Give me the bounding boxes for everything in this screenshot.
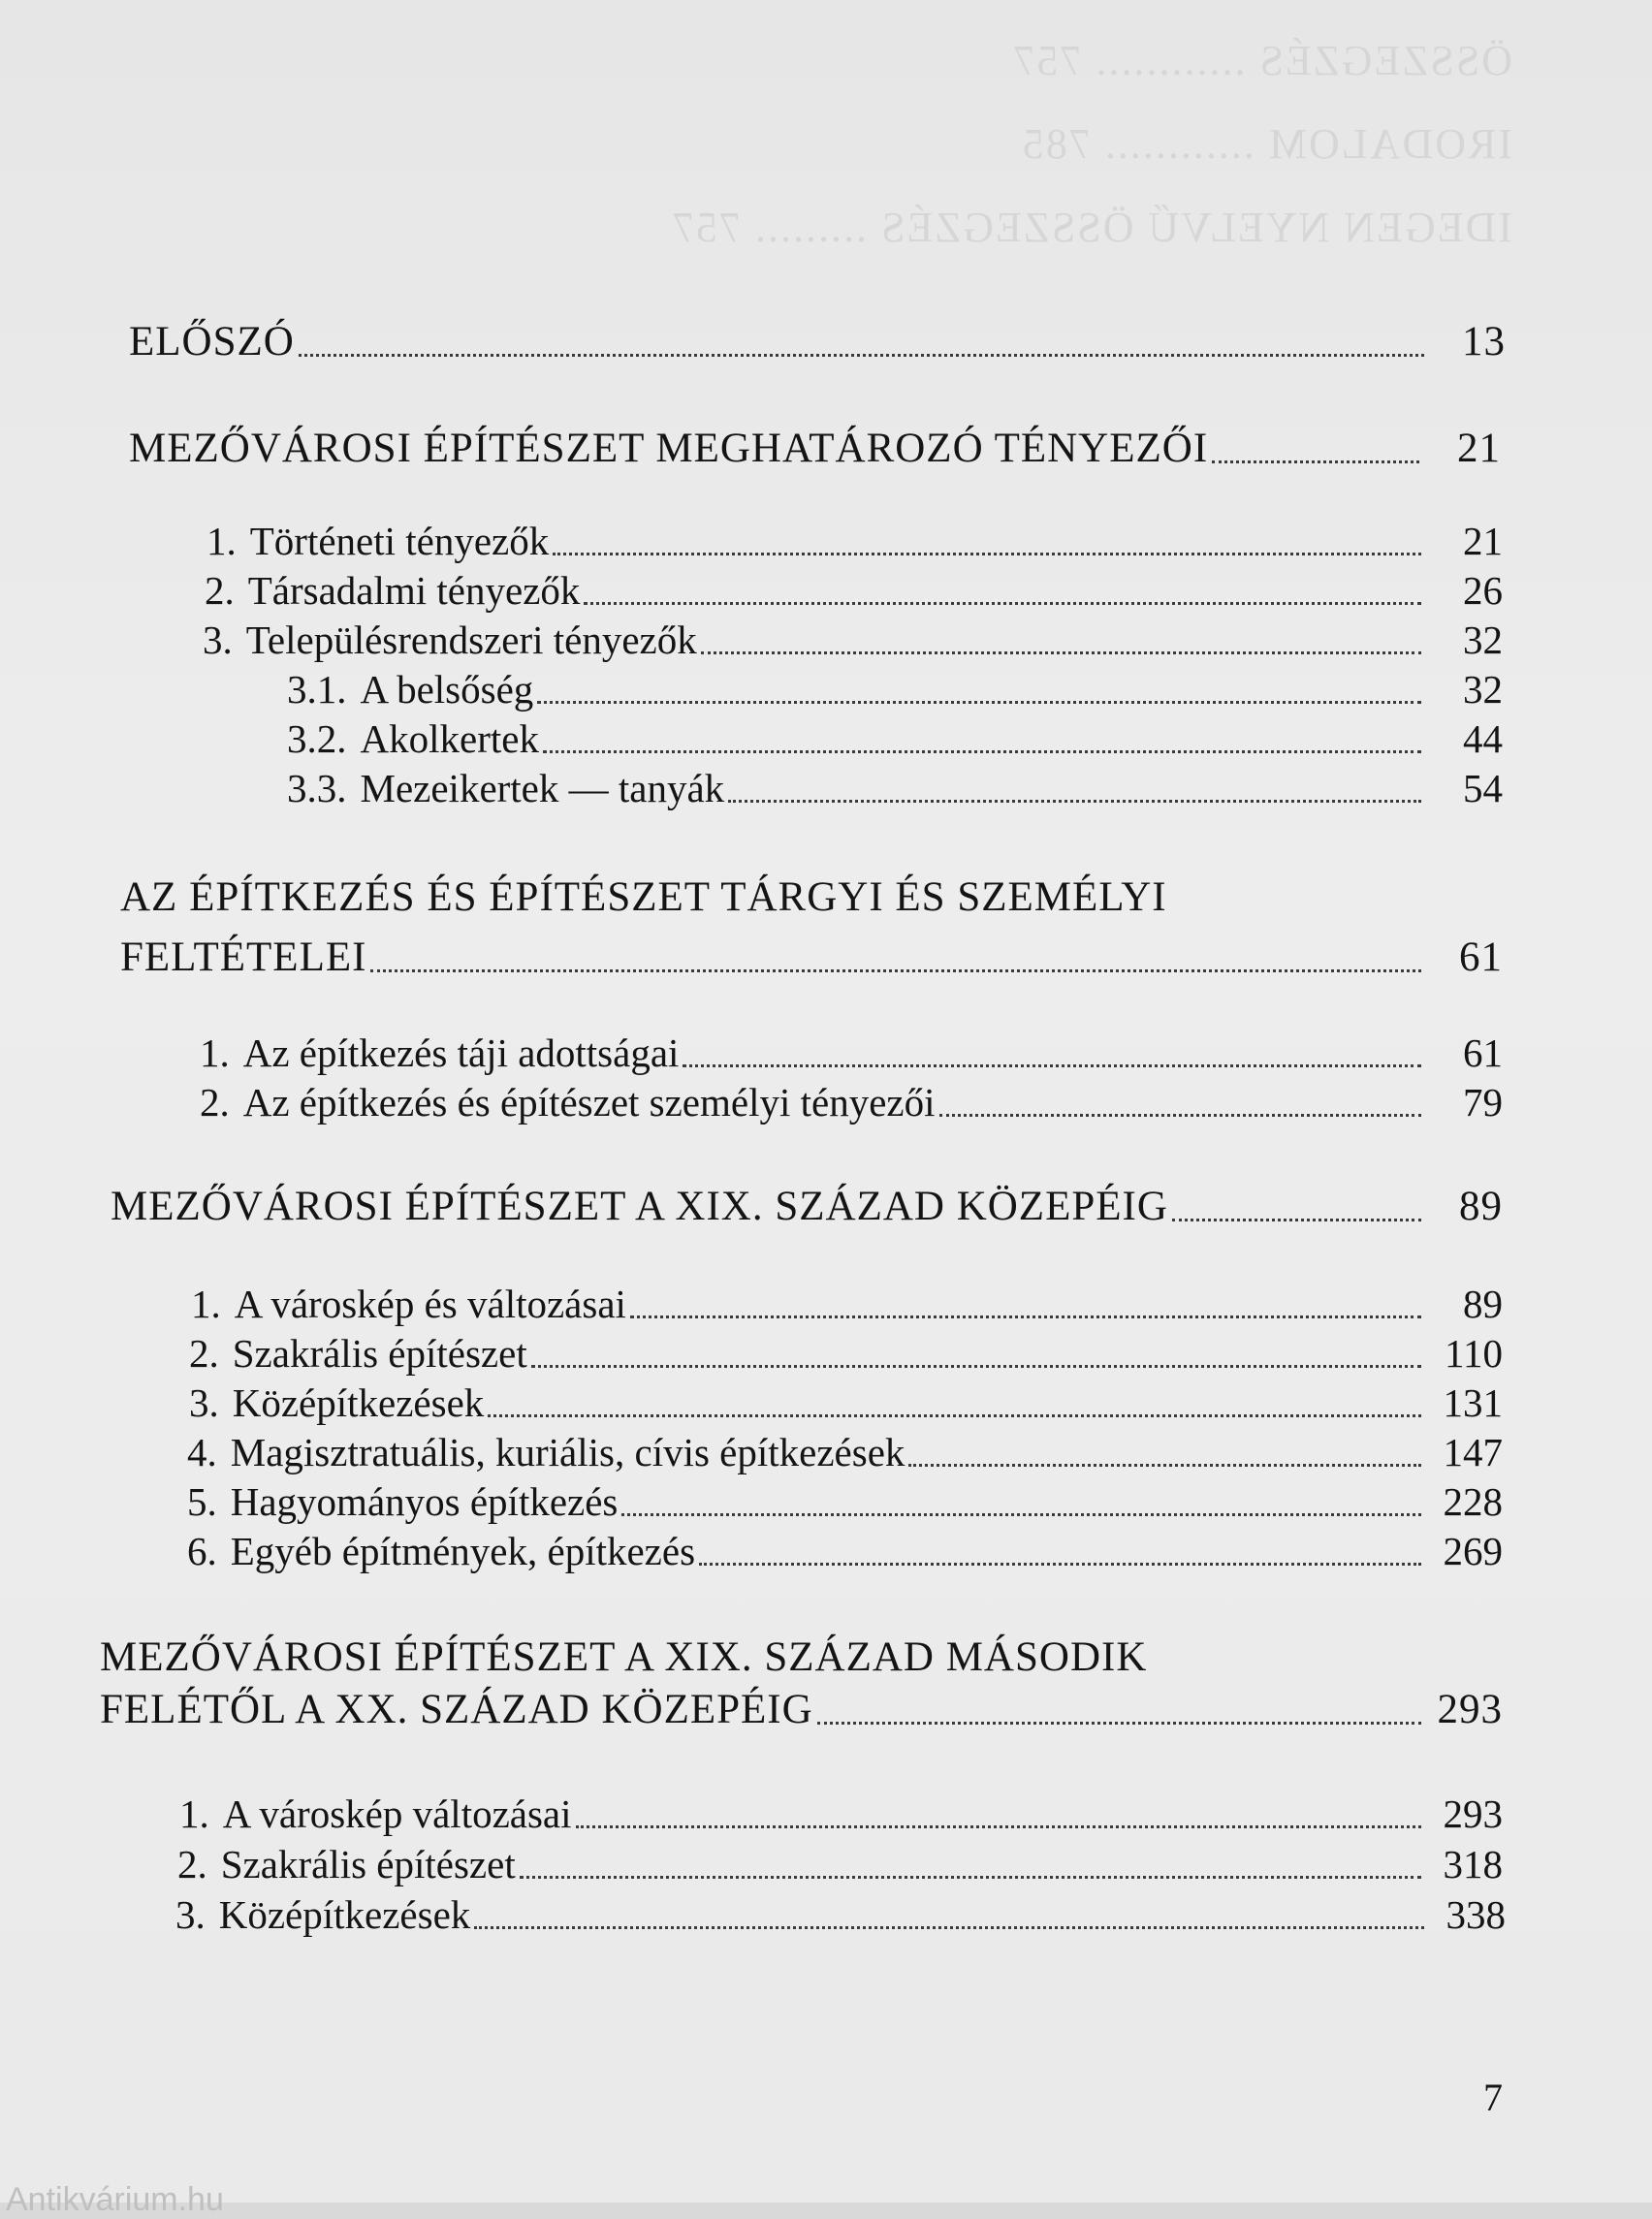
toc-entry[interactable] (287, 766, 1503, 810)
toc-entry[interactable] (200, 1080, 1503, 1125)
ghost-line: IRODALOM ............ 785 (1020, 120, 1512, 168)
toc-entry[interactable] (287, 667, 1503, 712)
item-title: Szakrális építészet (232, 1331, 527, 1376)
item-title: Mezeikertek — tanyák (360, 766, 725, 810)
item-number: 3. (189, 1380, 219, 1425)
page-number: 269 (1443, 1529, 1503, 1573)
item-number: 1. (200, 1030, 230, 1075)
toc-entry[interactable] (179, 1791, 1503, 1836)
toc-entry-section3[interactable] (111, 1185, 1503, 1229)
dot-leader (728, 800, 1421, 803)
dot-leader (699, 1563, 1421, 1566)
dot-leader (701, 651, 1421, 654)
toc-heading: FELTÉTELEI (120, 935, 367, 980)
item-title: Szakrális építészet (220, 1842, 516, 1886)
page-number: 21 (1463, 519, 1503, 563)
page-number: 147 (1443, 1430, 1503, 1474)
item-number: 2. (177, 1842, 207, 1886)
page-number: 32 (1463, 618, 1503, 662)
item-number: 1. (206, 519, 237, 563)
dot-leader (520, 1876, 1421, 1879)
page-number: 338 (1446, 1892, 1506, 1937)
toc-entry[interactable] (187, 1479, 1503, 1524)
dot-leader (683, 1064, 1421, 1067)
item-title: A belsőség (360, 667, 534, 712)
item-number: 4. (187, 1430, 217, 1474)
item-number: 3.3. (287, 766, 347, 810)
page-number: 293 (1437, 1687, 1503, 1732)
item-title: Az építkezés táji adottságai (242, 1030, 680, 1075)
item-title: Hagyományos építkezés (230, 1479, 619, 1524)
dot-leader (537, 701, 1421, 704)
dot-leader (1212, 460, 1419, 463)
toc-entry-eloszo[interactable] (129, 320, 1506, 365)
bleed-through-text (136, 19, 1512, 269)
item-title: A városkép és változásai (234, 1282, 626, 1326)
toc-entry[interactable] (205, 568, 1503, 613)
dot-leader (1172, 1219, 1421, 1221)
toc-heading-line: AZ ÉPÍTKEZÉS ÉS ÉPÍTÉSZET TÁRGYI ÉS SZEMÉLYI (120, 874, 1167, 920)
item-number: 1. (191, 1282, 221, 1326)
page-number: 131 (1443, 1380, 1503, 1425)
dot-leader (531, 1365, 1421, 1368)
page-number: 32 (1463, 667, 1503, 712)
dot-leader (543, 750, 1421, 753)
toc-heading: MEZŐVÁROSI ÉPÍTÉSZET A XIX. SZÁZAD KÖZEPÉIG (111, 1184, 1168, 1229)
page-number: 26 (1463, 568, 1503, 613)
page-number: 44 (1463, 716, 1503, 761)
item-number: 5. (187, 1479, 217, 1524)
toc-entry[interactable] (177, 1842, 1503, 1886)
item-title: A városkép változásai (222, 1791, 572, 1836)
page-number: 110 (1445, 1331, 1503, 1376)
toc-entry[interactable] (187, 1430, 1503, 1474)
page-number: 21 (1457, 426, 1501, 471)
ghost-line: ÖSSZEGZÉS ............ 757 (1011, 37, 1512, 84)
toc-entry[interactable] (287, 716, 1503, 761)
item-number: 3. (175, 1892, 206, 1937)
toc-heading: ELŐSZÓ (129, 319, 295, 365)
dot-leader (630, 1316, 1421, 1318)
page-number: 89 (1463, 1282, 1503, 1326)
toc-heading-line: MEZŐVÁROSI ÉPÍTÉSZET A XIX. SZÁZAD MÁSODIK (100, 1634, 1148, 1680)
item-title: Az építkezés és építészet személyi tényezői (242, 1080, 936, 1125)
dot-leader (299, 354, 1424, 357)
toc-heading: FELÉTŐL A XX. SZÁZAD KÖZEPÉIG (100, 1687, 813, 1732)
dot-leader (817, 1722, 1421, 1725)
toc-entry[interactable] (187, 1529, 1503, 1573)
dot-leader (488, 1414, 1421, 1417)
item-title: Középítkezések (232, 1380, 485, 1425)
dot-leader (621, 1513, 1421, 1516)
toc-entry[interactable] (191, 1282, 1503, 1326)
item-title: Településrendszeri tényezők (245, 618, 697, 662)
page-number: 228 (1443, 1479, 1503, 1524)
item-number: 3. (203, 618, 233, 662)
page-number: 61 (1459, 935, 1503, 980)
item-title: Történeti tényezők (249, 519, 550, 563)
dot-leader (584, 602, 1421, 605)
toc-heading: MEZŐVÁROSI ÉPÍTÉSZET MEGHATÁROZÓ TÉNYEZŐI (129, 426, 1209, 471)
toc-entry-section2[interactable] (120, 935, 1503, 980)
toc-entry[interactable] (189, 1331, 1503, 1376)
item-title: Akolkertek (360, 716, 539, 761)
item-number: 2. (205, 568, 235, 613)
dot-leader (474, 1926, 1424, 1929)
dot-leader (576, 1825, 1421, 1828)
page-number: 89 (1459, 1184, 1503, 1229)
page-folio: 7 (1483, 2076, 1503, 2119)
dot-leader (908, 1464, 1421, 1467)
toc-entry[interactable] (206, 519, 1503, 563)
toc-entry[interactable] (189, 1380, 1503, 1425)
page-number: 13 (1462, 319, 1506, 365)
page-number: 79 (1463, 1080, 1503, 1125)
toc-entry[interactable] (175, 1892, 1506, 1937)
page-number: 293 (1443, 1791, 1503, 1836)
page-number: 61 (1463, 1030, 1503, 1075)
toc-entry-section1[interactable] (129, 427, 1501, 471)
item-title: Magisztratuális, kuriális, cívis építkezések (230, 1430, 905, 1474)
item-number: 3.2. (287, 716, 347, 761)
ghost-line: IDEGEN NYELVŰ ÖSSZEGZÉS ......... 757 (670, 204, 1512, 251)
item-number: 6. (187, 1529, 217, 1573)
item-number: 3.1. (287, 667, 347, 712)
toc-entry-section4[interactable] (100, 1688, 1503, 1732)
item-number: 1. (179, 1791, 209, 1836)
watermark: Antikvárium.hu (6, 2181, 224, 2218)
dot-leader (553, 553, 1421, 555)
page-number: 318 (1443, 1842, 1503, 1886)
item-number: 2. (189, 1331, 219, 1376)
item-title: Egyéb építmények, építkezés (230, 1529, 696, 1573)
item-title: Társadalmi tényezők (247, 568, 581, 613)
dot-leader (370, 969, 1421, 972)
item-title: Középítkezések (218, 1892, 471, 1937)
toc-entry[interactable] (203, 618, 1503, 662)
page-number: 54 (1463, 766, 1503, 810)
item-number: 2. (200, 1080, 230, 1125)
dot-leader (939, 1114, 1421, 1117)
toc-entry[interactable] (200, 1030, 1503, 1075)
